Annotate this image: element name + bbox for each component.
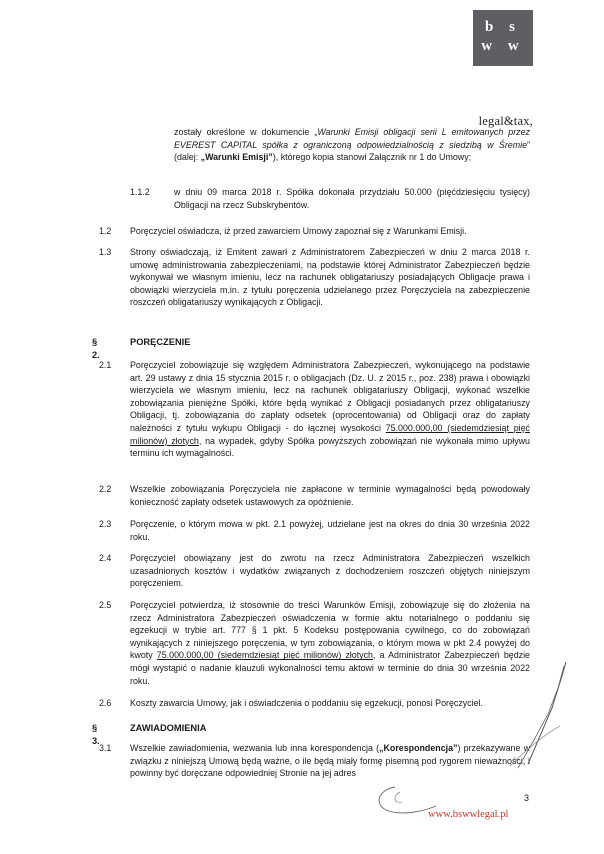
logo-line-1: b s xyxy=(485,19,521,35)
section-number: § 2. xyxy=(92,337,100,360)
clause-2-1: Poręczyciel zobowiązuje się względem Administratora Zabezpieczeń, wykonującego na podstawie art. 29 ustawy z dnia 15 stycznia 2015 r. o obligacjach (Dz. U. z 2015 r., poz. 238) prawa i obowiązki wierzyciela we własnym imieniu, lecz na rachunek obligatariuszy Obligacji, wykonać wszelkie zobowiązania pieniężne Spółki, które będą wynikać z Obligacji posiadanych przez obligatariuszy Obligacji, tj. zobowiązania do zapłaty odsetek (oprocentowania) od Obligacji oraz do zapłaty należności z tytułu wykupu Obligacji - do łącznej wysokości 75.000.000,00 (siedemdziesiąt pięć milionów) złotych, na wypadek, gdyby Spółka powyższych zobowiązań nie wykonała mimo upływu terminu ich wymagalności. xyxy=(130,360,530,459)
clause-2-2: Wszelkie zobowiązania Poręczyciela nie zapłacone w terminie wymagalności będą powodowały konieczność zapłaty odsetek ustawowych za opóźnienie. xyxy=(130,484,530,507)
section-title: ZAWIADOMIENIA xyxy=(130,723,207,733)
company-logo xyxy=(473,10,533,66)
section-number: § 3. xyxy=(92,723,100,746)
page-number: 3 xyxy=(524,793,530,803)
clause-1-2: Poręczyciel oświadcza, iż przed zawarciem Umowy zapoznał się z Warunkami Emisji. xyxy=(130,226,467,236)
clause-number: 2.6 xyxy=(99,698,112,708)
clause-2-5: Poręczyciel potwierdza, iż stosownie do treści Warunków Emisji, zobowiązuje się do złożenia na rzecz Administratora Zabezpieczeń oświadczenia w formie aktu notarialnego o poddaniu się egzekucji w trybie art. 777 § 1 pkt. 5 Kodeksu postępowania cywilnego, co do zobowiązań wynikających z niniejszego poręczenia, w tym zobowiązania, o którym mowa w pkt 2.4 powyżej do kwoty 75.000.000,00 (siedemdziesiąt pięć milionów) złotych, a Administrator Zabezpieczeń będzie mógł wystąpić o nadanie klauzuli wykonalności temu aktowi w terminie do dnia 30 września 2022 roku. xyxy=(130,600,530,686)
clause-number: 2.5 xyxy=(99,600,112,610)
section-title: PORĘCZENIE xyxy=(130,337,191,347)
clause-number: 1.2 xyxy=(99,226,112,236)
clause-number: 1.3 xyxy=(99,247,112,257)
clause-1-3: Strony oświadczają, iż Emitent zawarł z Administratorem Zabezpieczeń w dniu 2 marca 2018 r. umowę administrowania zabezpieczeniami, na podstawie której Administrator Zabezpieczeń będzie wykonywał we własnym imieniu, lecz na rachunek obligatariuszy posiadających Obligacje prawa i obowiązki wierzyciela m.in. z tytułu poręczenia udzielanego przez Poręczyciela na zabezpieczenie roszczeń obligatariuszy wynikających z Obligacji. xyxy=(130,247,530,308)
logo-line-2: w w xyxy=(481,38,525,54)
defined-term-warunki: „Warunki Emisji” xyxy=(200,152,273,163)
clause-number: 2.3 xyxy=(99,519,112,529)
defined-term-korespondencja: „Korespondencja” xyxy=(379,743,458,753)
clause-number: 2.2 xyxy=(99,484,112,494)
enforcement-amount: 75.000.000,00 (siedemdziesiąt pięć milionów) złotych xyxy=(156,650,373,661)
footer-website: www.bswwlegal.pl xyxy=(428,809,509,820)
document-title: Warunki Emisji obligacji serii L emitowanych przez EVEREST CAPITAL spółka z ograniczoną odpowiedzialnością z siedzibą w Śremie xyxy=(174,127,530,150)
brand-tagline: legal&tax, xyxy=(478,114,533,128)
clause-2-6: Koszty zawarcia Umowy, jak i oświadczenia o poddaniu się egzekucji, ponosi Poręczyciel. xyxy=(130,698,484,708)
clause-number: 2.1 xyxy=(99,360,112,370)
clause-2-3: Poręczenie, o którym mowa w pkt. 2.1 powyżej, udzielane jest na okres do dnia 30 września 2022 roku. xyxy=(130,519,530,542)
clause-number: 3.1 xyxy=(99,743,112,753)
signature-initials xyxy=(470,656,570,771)
clause-2-4: Poręczyciel obowiązany jest do zwrotu na rzecz Administratora Zabezpieczeń wszelkich uzasadnionych kosztów i wydatków związanych z dochodzeniem roszczeń objętych niniejszym poręczeniem. xyxy=(130,553,530,589)
clause-1-1-2: w dniu 09 marca 2018 r. Spółka dokonała przydziału 50.000 (pięćdziesięciu tysięcy) Obligacji na rzecz Subskrybentów. xyxy=(174,187,530,210)
clause-number: 2.4 xyxy=(99,553,112,563)
clause-3-1: Wszelkie zawiadomienia, wezwania lub inna korespondencja („Korespondencja”) przekazywane w związku z niniejszą Umową będą ważne, o ile będą miały formę pisemną pod rygorem nieważności, i powinny być doręczane odpowiedniej Stronie na jej adres xyxy=(130,743,530,779)
guarantee-amount: 75.000.000,00 (siedemdziesiąt pięć milionów) złotych xyxy=(130,422,530,446)
clause-number: 1.1.2 xyxy=(130,187,150,197)
intro-paragraph: zostały określone w dokumencie „Warunki Emisji obligacji serii L emitowanych przez EVEREST CAPITAL spółka z ograniczoną odpowiedzialnością z siedzibą w Śremie” (dalej: „Warunki Emisji”), którego kopia stanowi Załącznik nr 1 do Umowy; xyxy=(174,127,530,163)
